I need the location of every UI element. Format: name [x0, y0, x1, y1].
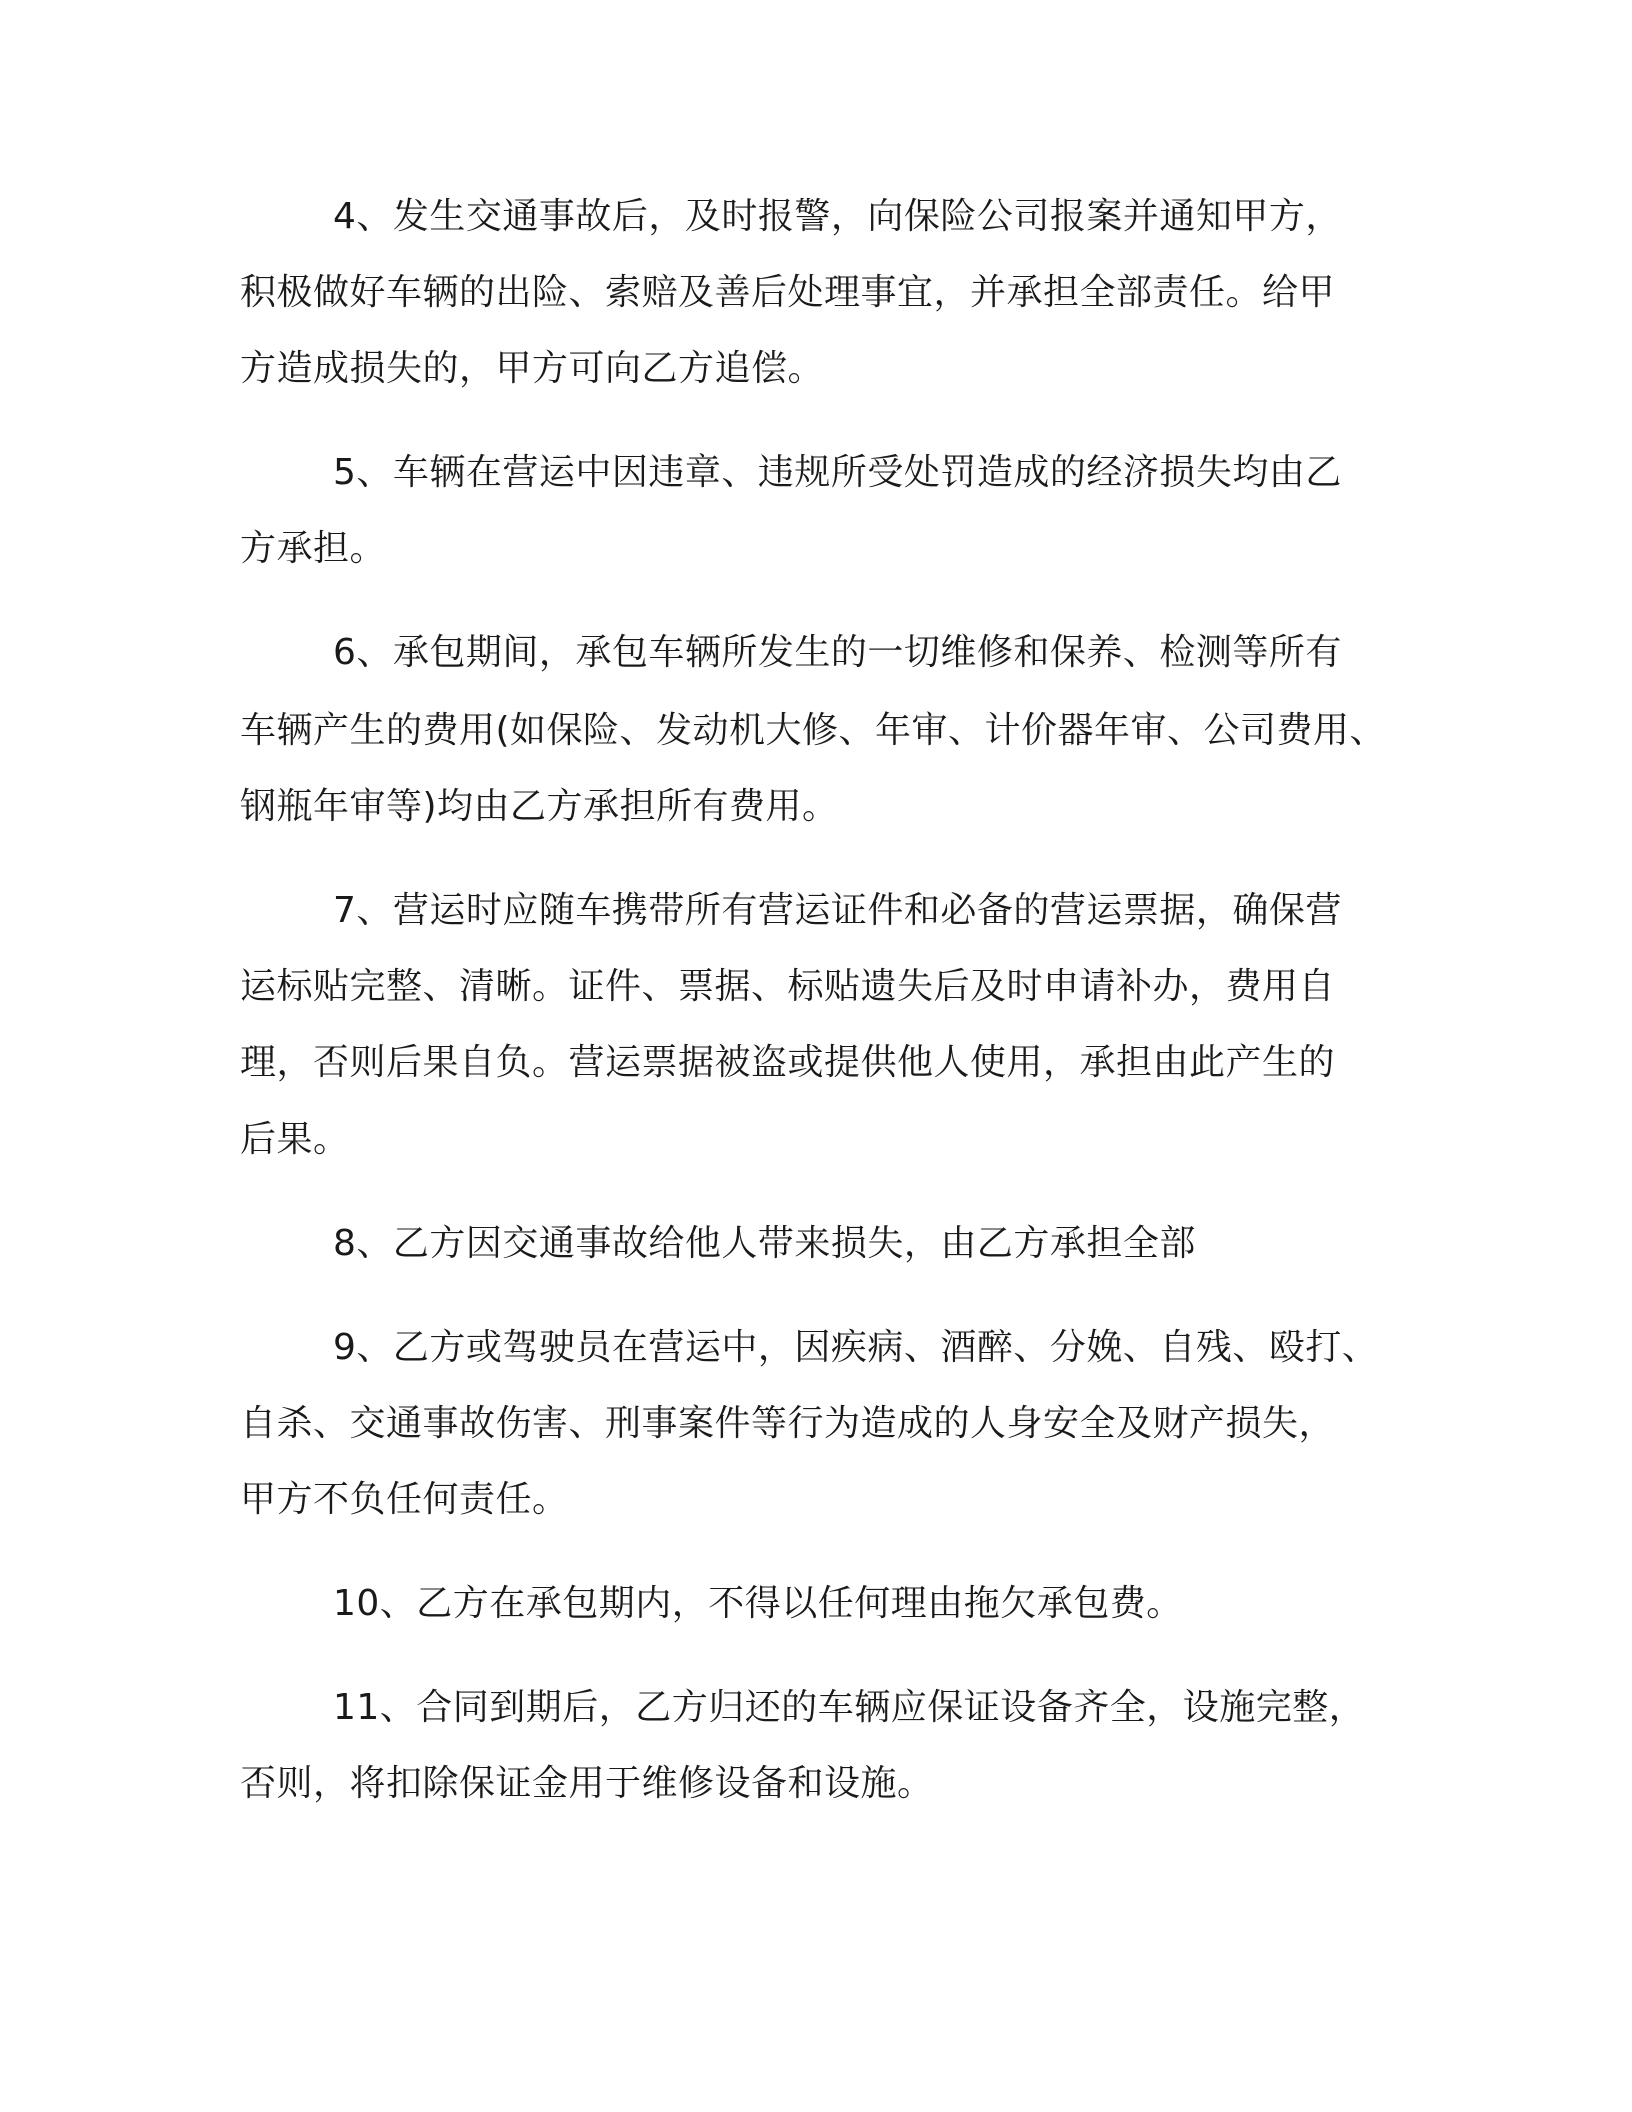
text-line: 积极做好车辆的出险、索赔及善后处理事宜，并承担全部责任。给甲: [240, 272, 1336, 313]
text-line: 8、乙方因交通事故给他人带来损失，由乙方承担全部: [333, 1223, 1196, 1264]
text-line: 运标贴完整、清晰。证件、票据、标贴遗失后及时申请补办，费用自: [240, 966, 1336, 1007]
text-line: 理，否则后果自负。营运票据被盗或提供他人使用，承担由此产生的: [240, 1042, 1336, 1083]
text-line: 10、乙方在承包期内，不得以任何理由拖欠承包费。: [333, 1583, 1183, 1624]
text-line: 11、合同到期后，乙方归还的车辆应保证设备齐全，设施完整，: [333, 1687, 1366, 1728]
text-line: 6、承包期间，承包车辆所发生的一切维修和保养、检测等所有: [333, 632, 1342, 673]
text-line: 钢瓶年审等)均由乙方承担所有费用。: [240, 786, 839, 827]
text-line: 方造成损失的，甲方可向乙方追偿。: [240, 348, 825, 389]
text-line: 否则，将扣除保证金用于维修设备和设施。: [240, 1763, 934, 1804]
text-line: 甲方不负任何责任。: [240, 1479, 569, 1520]
text-line: 车辆产生的费用(如保险、发动机大修、年审、计价器年审、公司费用、: [240, 710, 1387, 751]
text-line: 后果。: [240, 1119, 350, 1160]
text-line: 9、乙方或驾驶员在营运中，因疾病、酒醉、分娩、自残、殴打、: [333, 1327, 1379, 1368]
text-line: 自杀、交通事故伤害、刑事案件等行为造成的人身安全及财产损失，: [240, 1403, 1336, 1444]
text-line: 4、发生交通事故后，及时报警，向保险公司报案并通知甲方，: [333, 196, 1342, 237]
text-line: 方承担。: [240, 528, 387, 569]
text-line: 7、营运时应随车携带所有营运证件和必备的营运票据，确保营: [333, 890, 1342, 931]
text-line: 5、车辆在营运中因违章、违规所受处罚造成的经济损失均由乙: [333, 452, 1342, 493]
